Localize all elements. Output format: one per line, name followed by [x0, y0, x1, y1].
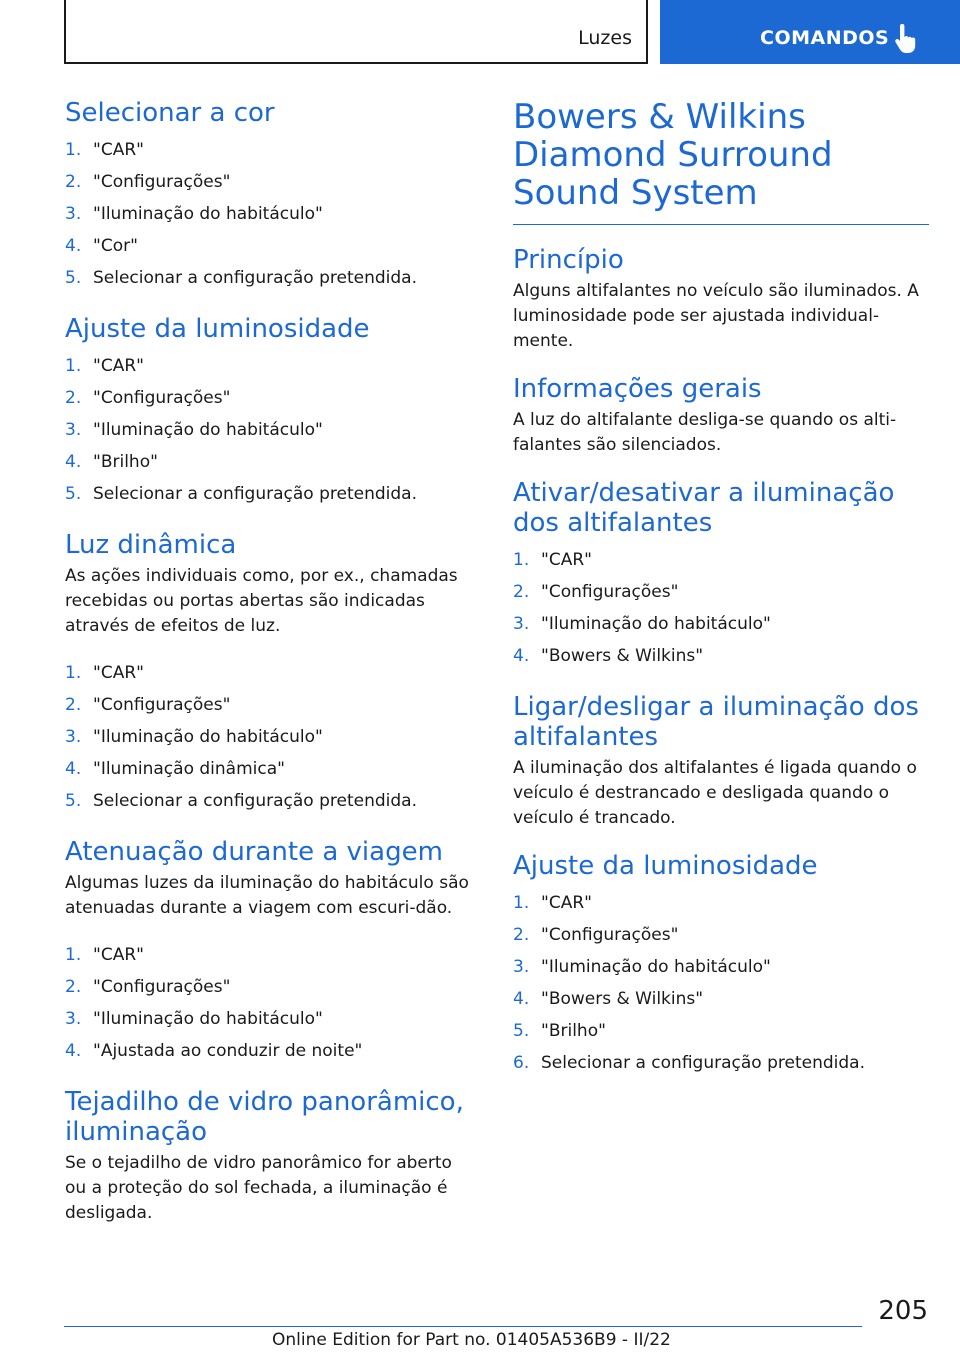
list-item: [513, 640, 929, 672]
header-chapter-title: COMANDOS: [760, 27, 890, 49]
step-text: "CAR": [93, 140, 144, 160]
step-number: 5.: [65, 268, 82, 288]
list-item: [65, 478, 477, 510]
section-select-color: [65, 98, 477, 294]
heading-select-color: Selecionar a cor: [65, 98, 275, 128]
step-number: 1.: [65, 945, 82, 965]
step-number: 4.: [65, 759, 82, 779]
list-item: [65, 446, 477, 478]
right-column: [513, 98, 929, 1099]
step-number: 2.: [65, 695, 82, 715]
step-text: "Brilho": [93, 452, 158, 472]
list-item: [65, 785, 477, 817]
heading-panoramic-roof: Tejadilho de vidro panorâmico, iluminação: [65, 1087, 464, 1147]
step-number: 3.: [513, 614, 530, 634]
steps-dynamic-light: [65, 657, 477, 817]
step-text: "Configurações": [541, 582, 679, 602]
list-item: [513, 919, 929, 951]
section-brightness: [65, 314, 477, 510]
heading-dimming: Atenuação durante a viagem: [65, 837, 443, 867]
list-item: [65, 753, 477, 785]
list-item: [65, 198, 477, 230]
step-text: "Bowers & Wilkins": [541, 989, 704, 1009]
section-activate-speaker-light: [513, 478, 929, 672]
steps-speaker-brightness: [513, 887, 929, 1079]
step-text: "Iluminação do habitáculo": [93, 727, 323, 747]
step-text: "CAR": [541, 893, 592, 913]
list-item: [513, 983, 929, 1015]
list-item: [65, 1003, 477, 1035]
step-number: 4.: [65, 236, 82, 256]
step-number: 2.: [65, 172, 82, 192]
steps-select-color: [65, 134, 477, 294]
header-section-box: [64, 0, 648, 64]
paragraph-panoramic-roof: Se o tejadilho de vidro panorâmico for aberto ou a proteção do sol fechada, a iluminação é desligada.: [65, 1153, 452, 1223]
step-number: 4.: [513, 989, 530, 1009]
step-number: 6.: [513, 1053, 530, 1073]
step-number: 3.: [65, 1009, 82, 1029]
step-text: "Configurações": [93, 977, 231, 997]
step-text: "Configurações": [93, 388, 231, 408]
step-text: "Ajustada ao conduzir de noite": [93, 1041, 363, 1061]
step-text: "Iluminação do habitáculo": [541, 957, 771, 977]
step-number: 2.: [65, 977, 82, 997]
step-number: 1.: [513, 893, 530, 913]
step-number: 3.: [513, 957, 530, 977]
list-item: [65, 414, 477, 446]
list-item: [65, 166, 477, 198]
list-item: [513, 576, 929, 608]
list-item: [65, 721, 477, 753]
list-item: [513, 1015, 929, 1047]
list-item: [513, 1047, 929, 1079]
section-panoramic-roof: [65, 1087, 477, 1226]
paragraph-dynamic-light: As ações individuais como, por ex., chamadas recebidas ou portas abertas são indicadas através de efeitos de luz.: [65, 566, 458, 636]
step-number: 4.: [65, 452, 82, 472]
step-text: "Configurações": [541, 925, 679, 945]
header-section-title: Luzes: [578, 27, 632, 49]
page-number: 205: [878, 1296, 928, 1326]
step-text: Selecionar a configuração pretendida.: [541, 1053, 865, 1073]
step-number: 3.: [65, 420, 82, 440]
step-text: "Iluminação do habitáculo": [541, 614, 771, 634]
section-principle: [513, 245, 929, 354]
footer-divider: [64, 1326, 862, 1327]
section-dimming: [65, 837, 477, 1067]
heading-brightness: Ajuste da luminosidade: [65, 314, 370, 344]
list-item: [65, 230, 477, 262]
step-text: "CAR": [93, 356, 144, 376]
list-item: [65, 657, 477, 689]
paragraph-speaker-light-onoff: A iluminação dos altifalantes é ligada quando o veículo é destrancado e desligada quando o veículo é trancado.: [513, 758, 917, 828]
heading-principle: Princípio: [513, 245, 624, 275]
paragraph-dimming: Algumas luzes da iluminação do habitáculo são atenuadas durante a viagem com escuri‐dão.: [65, 873, 469, 918]
footer-edition: Online Edition for Part no. 01405A536B9 - II/22: [272, 1330, 671, 1350]
steps-activate-speaker-light: [513, 544, 929, 672]
step-text: "CAR": [93, 945, 144, 965]
step-text: "Iluminação do habitáculo": [93, 1009, 323, 1029]
step-text: "CAR": [541, 550, 592, 570]
list-item: [65, 262, 477, 294]
section-speaker-brightness: [513, 851, 929, 1079]
step-number: 1.: [513, 550, 530, 570]
section-dynamic-light: [65, 530, 477, 817]
step-text: "Bowers & Wilkins": [541, 646, 704, 666]
left-column: [65, 98, 477, 1246]
step-number: 3.: [65, 204, 82, 224]
paragraph-general-info: A luz do altifalante desliga-se quando os alti‐falantes são silenciados.: [513, 410, 897, 455]
list-item: [65, 350, 477, 382]
step-text: "Iluminação do habitáculo": [93, 204, 323, 224]
step-number: 4.: [513, 646, 530, 666]
step-text: Selecionar a configuração pretendida.: [93, 791, 417, 811]
step-number: 3.: [65, 727, 82, 747]
step-number: 4.: [65, 1041, 82, 1061]
list-item: [65, 1035, 477, 1067]
list-item: [65, 382, 477, 414]
step-number: 5.: [65, 484, 82, 504]
step-number: 1.: [65, 663, 82, 683]
step-text: "Configurações": [93, 695, 231, 715]
steps-brightness: [65, 350, 477, 510]
list-item: [65, 971, 477, 1003]
step-text: "Brilho": [541, 1021, 606, 1041]
heading-general-info: Informações gerais: [513, 374, 762, 404]
step-text: "CAR": [93, 663, 144, 683]
step-number: 5.: [65, 791, 82, 811]
step-text: Selecionar a configuração pretendida.: [93, 484, 417, 504]
step-number: 2.: [513, 925, 530, 945]
step-number: 2.: [513, 582, 530, 602]
step-text: "Configurações": [93, 172, 231, 192]
heading-speaker-light-onoff: Ligar/desligar a iluminação dos altifalantes: [513, 692, 919, 752]
main-title: Bowers & Wilkins Diamond Surround Sound System: [513, 98, 929, 225]
steps-dimming: [65, 939, 477, 1067]
step-number: 1.: [65, 140, 82, 160]
step-number: 5.: [513, 1021, 530, 1041]
list-item: [65, 134, 477, 166]
list-item: [65, 939, 477, 971]
list-item: [65, 689, 477, 721]
list-item: [513, 951, 929, 983]
paragraph-principle: Alguns altifalantes no veículo são iluminados. A luminosidade pode ser ajustada individual‐mente.: [513, 281, 919, 351]
heading-activate-speaker-light: Ativar/desativar a iluminação dos altifalantes: [513, 478, 895, 538]
heading-dynamic-light: Luz dinâmica: [65, 530, 237, 560]
section-speaker-light-onoff: [513, 692, 929, 831]
step-number: 1.: [65, 356, 82, 376]
section-general-info: [513, 374, 929, 458]
list-item: [513, 887, 929, 919]
heading-speaker-brightness: Ajuste da luminosidade: [513, 851, 818, 881]
step-text: Selecionar a configuração pretendida.: [93, 268, 417, 288]
list-item: [513, 544, 929, 576]
step-text: "Iluminação do habitáculo": [93, 420, 323, 440]
header-chapter-tab: [660, 0, 960, 64]
step-text: "Cor": [93, 236, 138, 256]
list-item: [513, 608, 929, 640]
step-number: 2.: [65, 388, 82, 408]
pointing-hand-icon: [894, 24, 920, 54]
step-text: "Iluminação dinâmica": [93, 759, 285, 779]
